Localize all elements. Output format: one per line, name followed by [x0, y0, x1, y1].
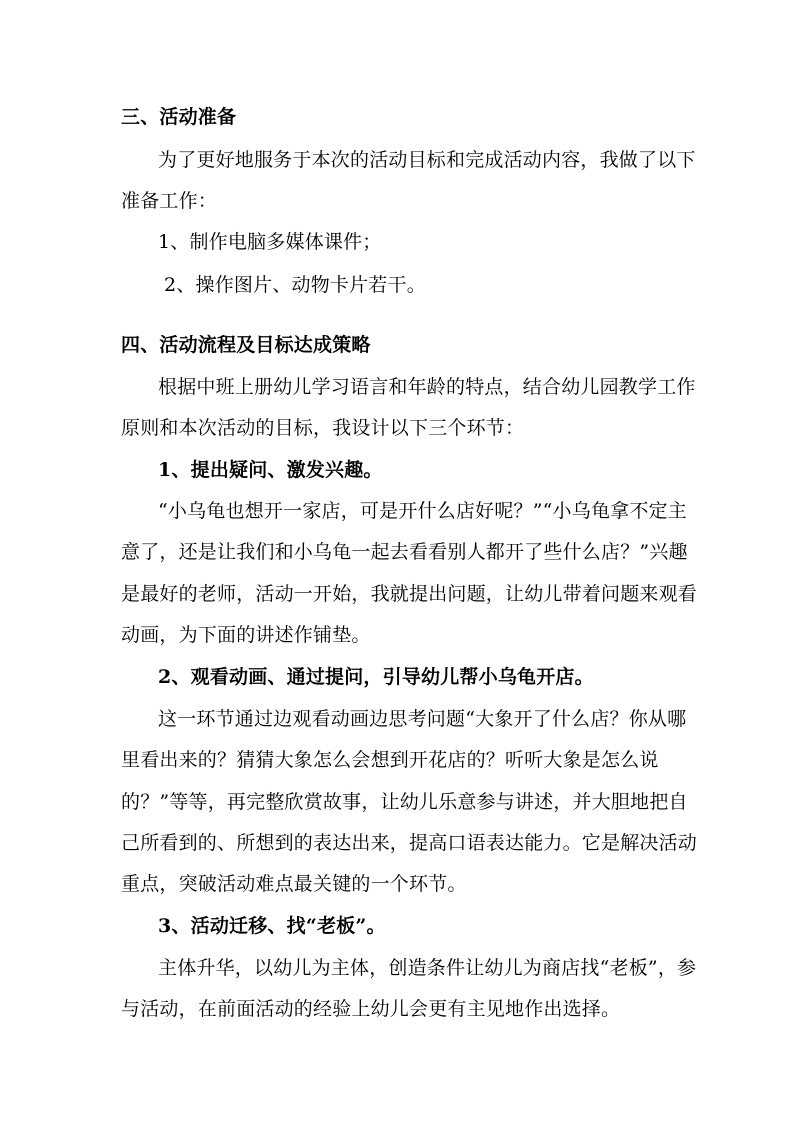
paragraph-line: 这一环节通过边观看动画边思考问题“大象开了什么店？你从哪: [158, 708, 687, 730]
paragraph-line: 里看出来的？猜猜大象怎么会想到开花店的？听听大象是怎么说: [121, 749, 659, 771]
paragraph-line: 准备工作：: [121, 190, 218, 212]
list-item: 1、制作电脑多媒体课件；: [158, 231, 382, 253]
step-title: 3、活动迁移、找“老板”。: [158, 915, 386, 937]
paragraph-line: 主体升华，以幼儿为主体，创造条件让幼儿为商店找“老板”，参: [158, 957, 697, 979]
paragraph-line: 根据中班上册幼儿学习语言和年龄的特点，结合幼儿园教学工作: [158, 376, 696, 398]
section-heading-preparation: 三、活动准备: [121, 106, 237, 128]
step-title: 1、提出疑问、激发兴趣。: [158, 459, 383, 481]
paragraph-line: 动画，为下面的讲述作铺垫。: [121, 624, 371, 646]
step-title: 2、观看动画、通过提问，引导幼儿帮小乌龟开店。: [158, 666, 594, 688]
paragraph-line: 原则和本次活动的目标，我设计以下三个环节：: [121, 417, 525, 439]
paragraph-line: 为了更好地服务于本次的活动目标和完成活动内容，我做了以下: [158, 149, 696, 171]
paragraph-line: 己所看到的、所想到的表达出来，提高口语表达能力。它是解决活动: [121, 832, 698, 854]
paragraph-line: 与活动，在前面活动的经验上幼儿会更有主见地作出选择。: [121, 998, 621, 1020]
paragraph-line: 是最好的老师，活动一开始，我就提出问题，让幼儿带着问题来观看: [121, 583, 698, 605]
section-heading-process: 四、活动流程及目标达成策略: [121, 334, 371, 356]
list-item: 2、操作图片、动物卡片若干。: [164, 274, 426, 296]
paragraph-line: “小乌龟也想开一家店，可是开什么店好呢？”“小乌龟拿不定主: [158, 500, 687, 522]
paragraph-line: 意了，还是让我们和小乌龟一起去看看别人都开了些什么店？”兴趣: [121, 541, 688, 563]
paragraph-line: 重点，突破活动难点最关键的一个环节。: [121, 873, 467, 895]
paragraph-line: 的？”等等，再完整欣赏故事，让幼儿乐意参与讲述，并大胆地把自: [121, 791, 688, 813]
